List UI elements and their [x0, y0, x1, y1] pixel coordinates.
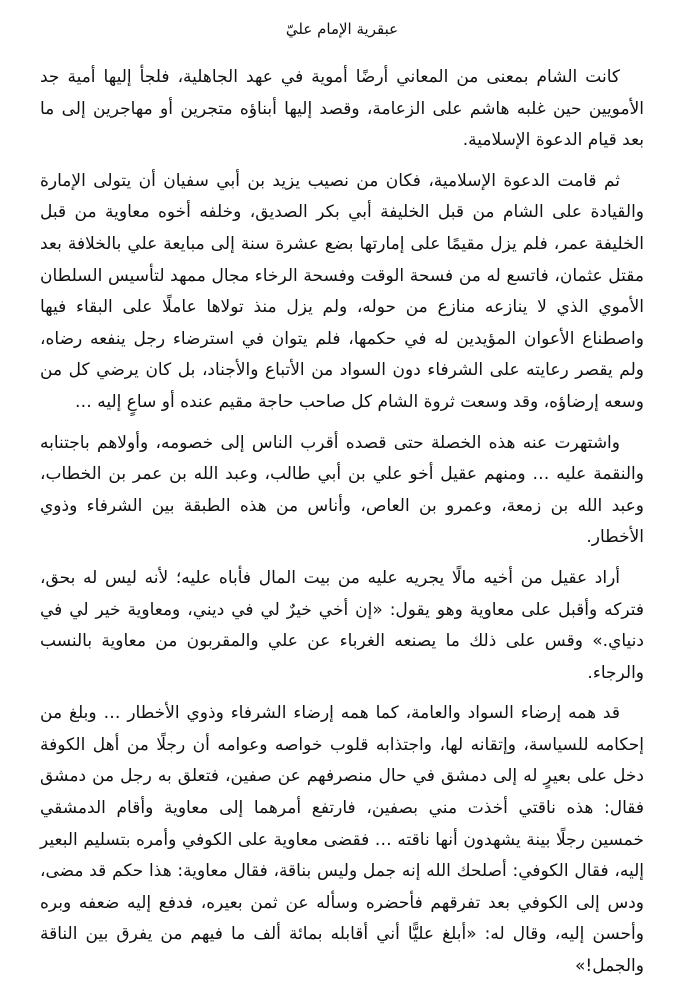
paragraph-aqil: أراد عقيل من أخيه مالًا يجريه عليه من بيت المال فأباه عليه؛ لأنه ليس له بحق، فتركه وأقبل على معاوية وهو يقول: «إن أخي خيرٌ لي في ديني، ومعاوية خير لي في دنياي.» وقس على ذلك ما يصنعه الغرباء عن علي والمقربون من معاوية بالنسب والرجاء.: [40, 567, 644, 683]
paragraph-muawiya-rule: ثم قامت الدعوة الإسلامية، فكان من نصيب يزيد بن أبي سفيان أن يتولى الإمارة والقيادة على الشام من قبل الخليفة أبي بكر الصديق، وخلفه أخوه معاوية من قبل الخليفة عمر، فلم يزل مقيمًا على إمارتها بضع عشرة سنة إلى مبايعة علي بالخلافة بعد مقتل عثمان، فاتسع له من فسحة الوقت وفسحة الرخاء مجال ممهد لتأسيس السلطان الأموي الذي لا ينازعه منازع من حوله، ولم يزل منذ تولاها عاملًا على البقاء فيها واصطناع الأعوان المؤيدين له في حكمها، فلم يتوان في استرضاء رجل ينفعه رضاه، ولم يقصر رعايته على الشرفاء دون السواد من الأتباع والأجناد، بل كان يرضي كل من وسعه إرضاؤه، وقد وسعت ثروة الشام كل صاحب حاجة مقيم عنده أو ساعٍ إليه …: [40, 170, 644, 412]
paragraph-seekers: واشتهرت عنه هذه الخصلة حتى قصده أقرب الناس إلى خصومه، وأولاهم باجتنابه والنقمة عليه … ومنهم عقيل أخو علي بن أبي طالب، وعبد الله بن عمر بن الخطاب، وعبد الله بن زمعة، وعمرو بن العاص، وأناس من هذه الطبقة بين الشرفاء وذوي الأخطار.: [40, 432, 644, 548]
paragraph-umayyad-syria: كانت الشام بمعنى من المعاني أرضًا أموية في عهد الجاهلية، فلجأ إليها أمية جد الأمويين حين غلبه هاشم على الزعامة، وقصد إليها أبناؤه متجرين أو مهاجرين إلى ما بعد قيام الدعوة الإسلامية.: [40, 67, 644, 151]
paragraph-camel-story: قد همه إرضاء السواد والعامة، كما همه إرضاء الشرفاء وذوي الأخطار … وبلغ من إحكامه للسياسة، وإتقانه لها، واجتذابه قلوب خواصه وعوامه أن رجلًا من أهل الكوفة دخل على بعيرٍ له إلى دمشق في حال منصرفهم عن صفين، فتعلق به رجل من دمشق فقال: هذه ناقتي أخذت مني بصفين، فارتفع أمرهما إلى معاوية وأقام الدمشقي خمسين رجلًا بينة يشهدون أنها ناقته … فقضى معاوية على الكوفي وأمره بتسليم البعير إليه، فقال الكوفي: أصلحك الله إنه جمل وليس بناقة، فقال معاوية: هذا حكم قد مضى، ودس إلى الكوفي بعد تفرقهم فأحضره وسأله عن ثمن بعيره، فدفع إليه ضعفه وبره وأحسن إليه، وقال له: «أبلغ عليًّا أني أقابله بمائة ألف ما فيهم من يفرق بين الناقة والجمل!»: [40, 703, 644, 977]
running-header: عبقرية الإمام عليّ: [285, 20, 399, 38]
